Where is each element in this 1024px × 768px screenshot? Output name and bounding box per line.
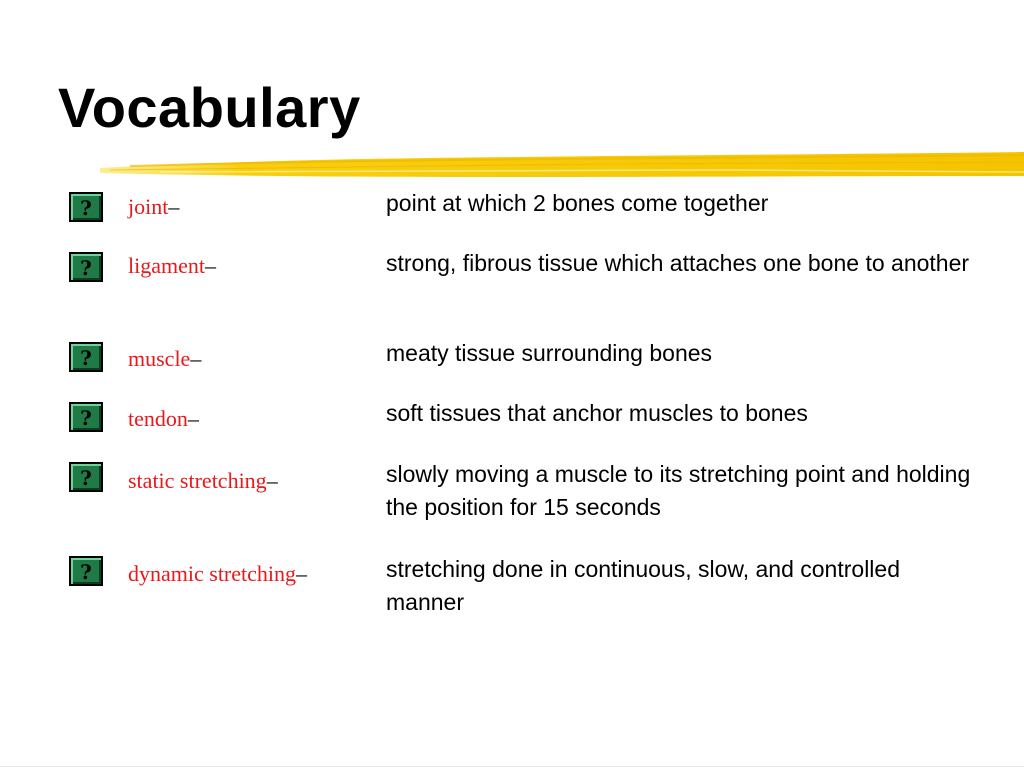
- term: static stretching–: [128, 468, 278, 493]
- term: tendon–: [128, 406, 199, 431]
- slide-title: Vocabulary: [58, 76, 361, 139]
- footer-divider: [0, 766, 1024, 767]
- question-mark-icon: ?: [69, 556, 103, 586]
- definition: stretching done in continuous, slow, and controlled manner: [386, 556, 900, 615]
- definition: meaty tissue surrounding bones: [386, 340, 713, 366]
- term: muscle–: [128, 346, 202, 371]
- term: dynamic stretching–: [128, 561, 308, 586]
- term: ligament–: [128, 253, 216, 278]
- definition: strong, fibrous tissue which attaches one bone to another: [386, 250, 970, 276]
- definition: point at which 2 bones come together: [386, 190, 769, 216]
- title-underline-brushstroke: [100, 146, 1024, 186]
- question-mark-icon: ?: [69, 402, 103, 432]
- question-mark-icon: ?: [69, 252, 103, 282]
- term: joint–: [128, 194, 180, 219]
- question-mark-icon: ?: [69, 462, 103, 492]
- definition: slowly moving a muscle to its stretching point and holding the position for 15 seconds: [386, 461, 971, 520]
- question-mark-icon: ?: [69, 342, 103, 372]
- question-mark-icon: ?: [69, 192, 103, 222]
- definition: soft tissues that anchor muscles to bones: [386, 400, 808, 426]
